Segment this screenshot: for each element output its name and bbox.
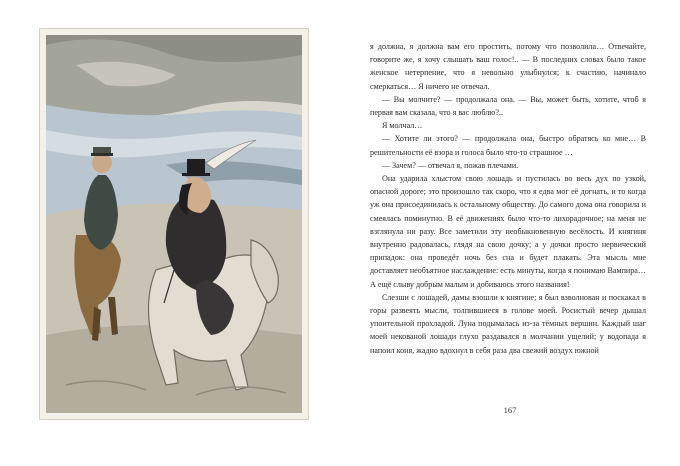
paragraph: Она ударила хлыстом свою лошадь и пустилась во весь дух по узкой, опасной дороге; это произошло так скоро, что я едва мог её догнать, и то когда уж она присоединилась к остальному обществу. До самого дома она говорила и смеялась поминутно. В её движениях было что-то лихорадочное; на меня не взглянула ни разу. Все заметили эту необыкновенную весёлость. И княгиня внутренно радовалась, глядя на свою дочку; а у дочки просто нервический припадок: она проведёт ночь без сна и будет плакать. Эта мысль мне доставляет необъятное наслаждение: есть минуты, когда я понимаю Вампира… А ещё слыву добрым малым и добиваюсь этого названия!: [370, 174, 646, 289]
paragraph: я должна, я должна вам его простить, потому что позволила… Отвечайте, говорите же, я хочу слышать ваш голос!.. — В последних словах было такое женское нетерпение, что я невольно улыбнулся; к счастию, начинало смеркаться… Я ничего не отвечал.: [370, 42, 646, 91]
illustration-frame: [39, 28, 309, 420]
paragraph: — Зачем? — отвечал я, пожав плечами.: [382, 160, 519, 170]
illustration-riders: [46, 35, 302, 413]
paragraph: — Хотите ли этого? — продолжала она, быстро обратясь ко мне… В решительности её взора и голоса было что-то страшное …: [370, 134, 646, 157]
text-column: [370, 40, 646, 357]
paragraph: — Вы молчите? — продолжала она. — Вы, может быть, хотите, чтоб я первая вам сказала, что я вас люблю?..: [370, 94, 646, 118]
paragraph: Я молчал…: [382, 121, 423, 131]
paragraph: Слезши с лошадей, дамы взошли к княгине; я был взволнован и поскакал в горы развеять мысли, толпившиеся в голове моей. Росистый вечер дышал упоительной прохладой. Луна подымалась из-за тёмных вершин. Каждый шаг моей некованой лошади глухо раздавался в молчании ущелий; у водопада я напоил коня, жадно вдохнул в себя раза два свежий воздух южной: [370, 292, 646, 355]
page-number: 167: [503, 405, 517, 415]
